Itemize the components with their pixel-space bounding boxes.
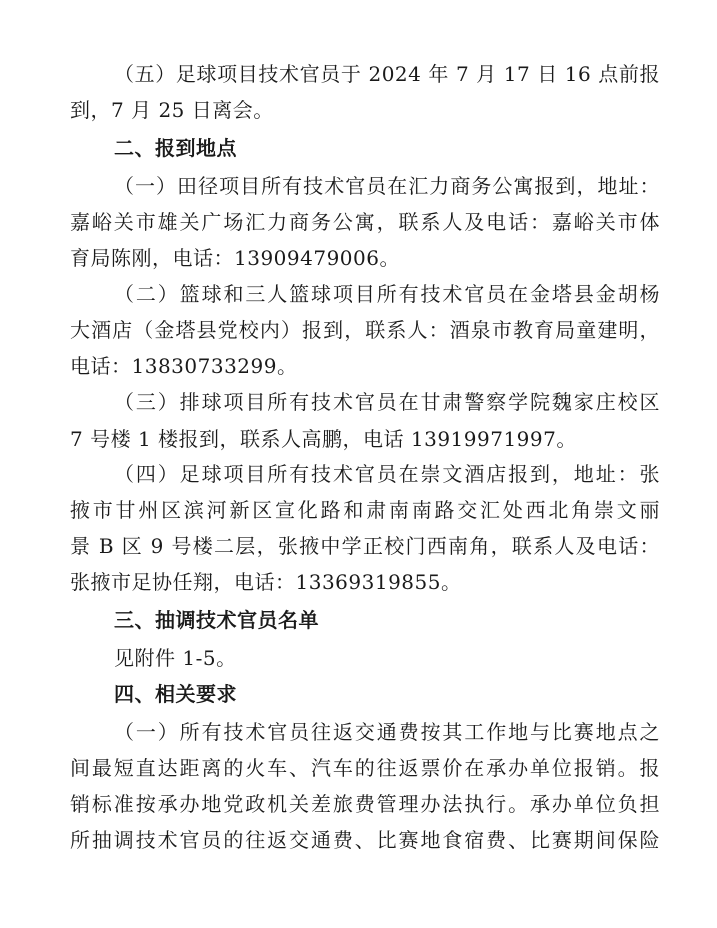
paragraph-line: （五）足球项目技术官员于 2024 年 7 月 17 日 16 点前报 — [114, 62, 660, 86]
paragraph-line: 大酒店（金塔县党校内）报到，联系人：酒泉市教育局童建明， — [70, 318, 660, 342]
paragraph-line: （一）所有技术官员往返交通费按其工作地与比赛地点之 — [114, 720, 660, 744]
paragraph-line: 景 B 区 9 号楼二层，张掖中学正校门西南角，联系人及电话： — [70, 534, 660, 558]
paragraph-line: 7 号楼 1 楼报到，联系人高鹏，电话 13919971997。 — [70, 427, 577, 451]
section-heading: 三、抽调技术官员名单 — [114, 608, 319, 632]
section-heading: 二、报到地点 — [114, 136, 237, 160]
paragraph-line: 电话：13830733299。 — [70, 354, 298, 378]
paragraph-line: 间最短直达距离的火车、汽车的往返票价在承办单位报销。报 — [70, 756, 660, 780]
paragraph-line: （四）足球项目所有技术官员在崇文酒店报到，地址：张 — [114, 462, 660, 486]
paragraph-line: 所抽调技术官员的往返交通费、比赛地食宿费、比赛期间保险 — [70, 828, 660, 852]
paragraph-line: 掖市甘州区滨河新区宣化路和肃南南路交汇处西北角崇文丽 — [70, 498, 660, 522]
paragraph-line: 育局陈刚，电话：13909479006。 — [70, 246, 400, 270]
paragraph-line: 见附件 1-5。 — [114, 646, 237, 670]
paragraph-line: （三）排球项目所有技术官员在甘肃警察学院魏家庄校区 — [114, 390, 660, 414]
paragraph-line: （一）田径项目所有技术官员在汇力商务公寓报到，地址： — [114, 174, 660, 198]
paragraph-line: 张掖市足协任翔，电话：13369319855。 — [70, 570, 462, 594]
paragraph-line: 嘉峪关市雄关广场汇力商务公寓，联系人及电话：嘉峪关市体 — [70, 210, 660, 234]
paragraph-line: 到，7 月 25 日离会。 — [70, 98, 274, 122]
paragraph-line: 销标准按承办地党政机关差旅费管理办法执行。承办单位负担 — [70, 792, 660, 816]
section-heading: 四、相关要求 — [114, 682, 237, 706]
paragraph-line: （二）篮球和三人篮球项目所有技术官员在金塔县金胡杨 — [114, 282, 660, 306]
